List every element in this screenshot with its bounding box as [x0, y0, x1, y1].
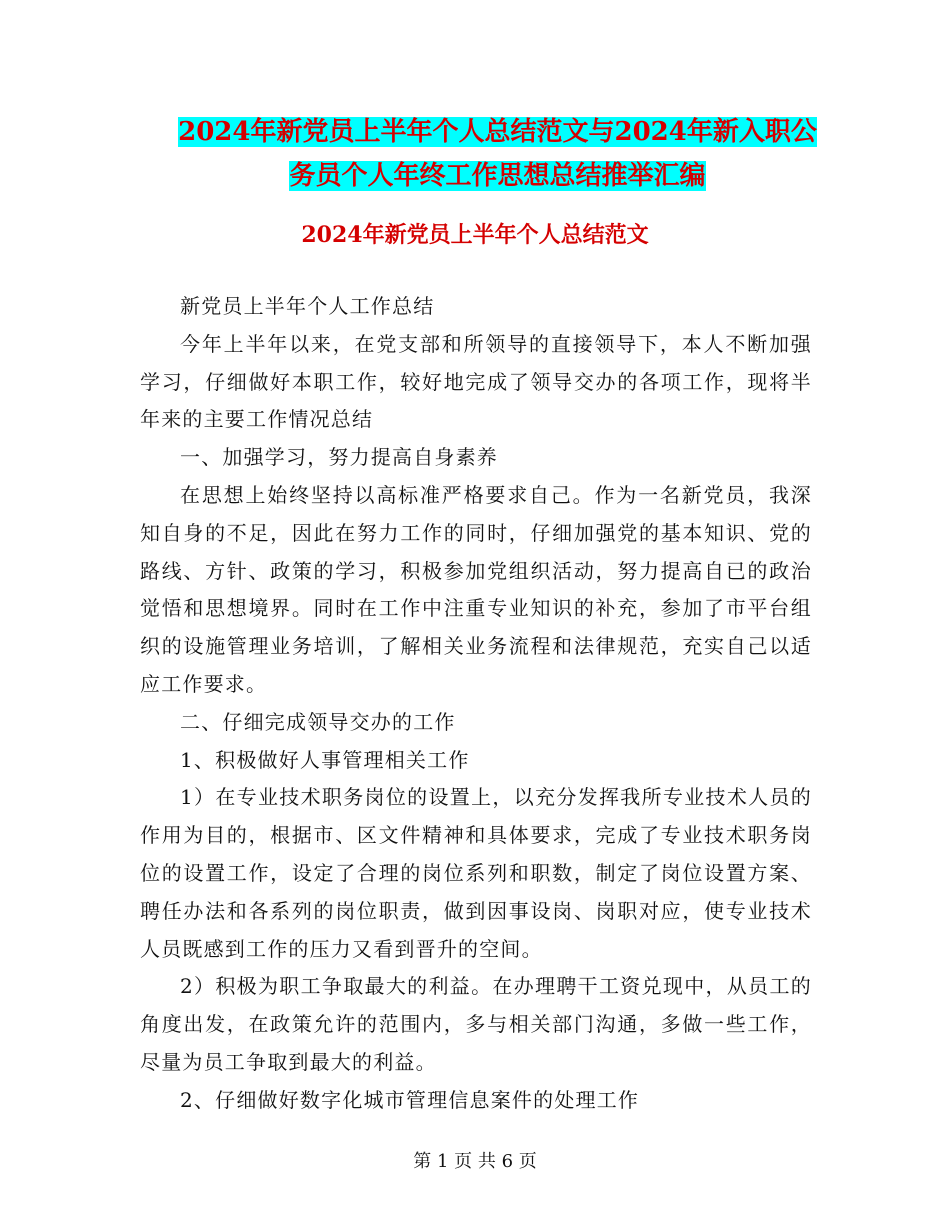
page-footer: 第 1 页 共 6 页: [413, 1151, 537, 1172]
paragraph: 新党员上半年个人工作总结: [180, 294, 435, 318]
paragraph: 二、仔细完成领导交办的工作: [180, 709, 456, 734]
paragraph: 1）在专业技术职务岗位的设置上，以充分发挥我所专业技术人员的作用为目的，根据市、区文件精神和具体要求，完成了专业技术职务岗位的设置工作，设定了合理的岗位系列和职数，制定了岗位设置方案、聘任办法和各系列的岗位职责，做到因事设岗、岗职对应，使专业技术人员既感到工作的压力又看到晋升的空间。: [140, 785, 812, 961]
paragraph: 在思想上始终坚持以高标准严格要求自己。作为一名新党员，我深知自身的不足，因此在努力工作的同时，仔细加强党的基本知识、党的路线、方针、政策的学习，积极参加党组织活动，努力提高自已的政治觉悟和思想境界。同时在工作中注重专业知识的补充，参加了市平台组织的设施管理业务培训，了解相关业务流程和法律规范，充实自己以适应工作要求。: [140, 482, 812, 696]
section-title: 2024年新党员上半年个人总结范文: [301, 222, 649, 248]
document-body: [140, 288, 812, 1120]
paragraph: 2、仔细做好数字化城市管理信息案件的处理工作: [180, 1087, 640, 1112]
document-title: [140, 110, 855, 198]
paragraph: 一、加强学习，努力提高自身素养: [180, 445, 498, 470]
document-title-line-1: 2024年新党员上半年个人总结范文与2024年新入职公: [178, 117, 817, 147]
paragraph: 1、积极做好人事管理相关工作: [180, 747, 470, 772]
paragraph: 2）积极为职工争取最大的利益。在办理聘干工资兑现中，从员工的角度出发，在政策允许的范围内，多与相关部门沟通，多做一些工作，尽量为员工争取到最大的利益。: [140, 974, 812, 1074]
document-title-line-2: 务员个人年终工作思想总结推举汇编: [289, 161, 706, 191]
paragraph: 今年上半年以来，在党支部和所领导的直接领导下，本人不断加强学习，仔细做好本职工作，较好地完成了领导交办的各项工作，现将半年来的主要工作情况总结: [140, 331, 812, 432]
